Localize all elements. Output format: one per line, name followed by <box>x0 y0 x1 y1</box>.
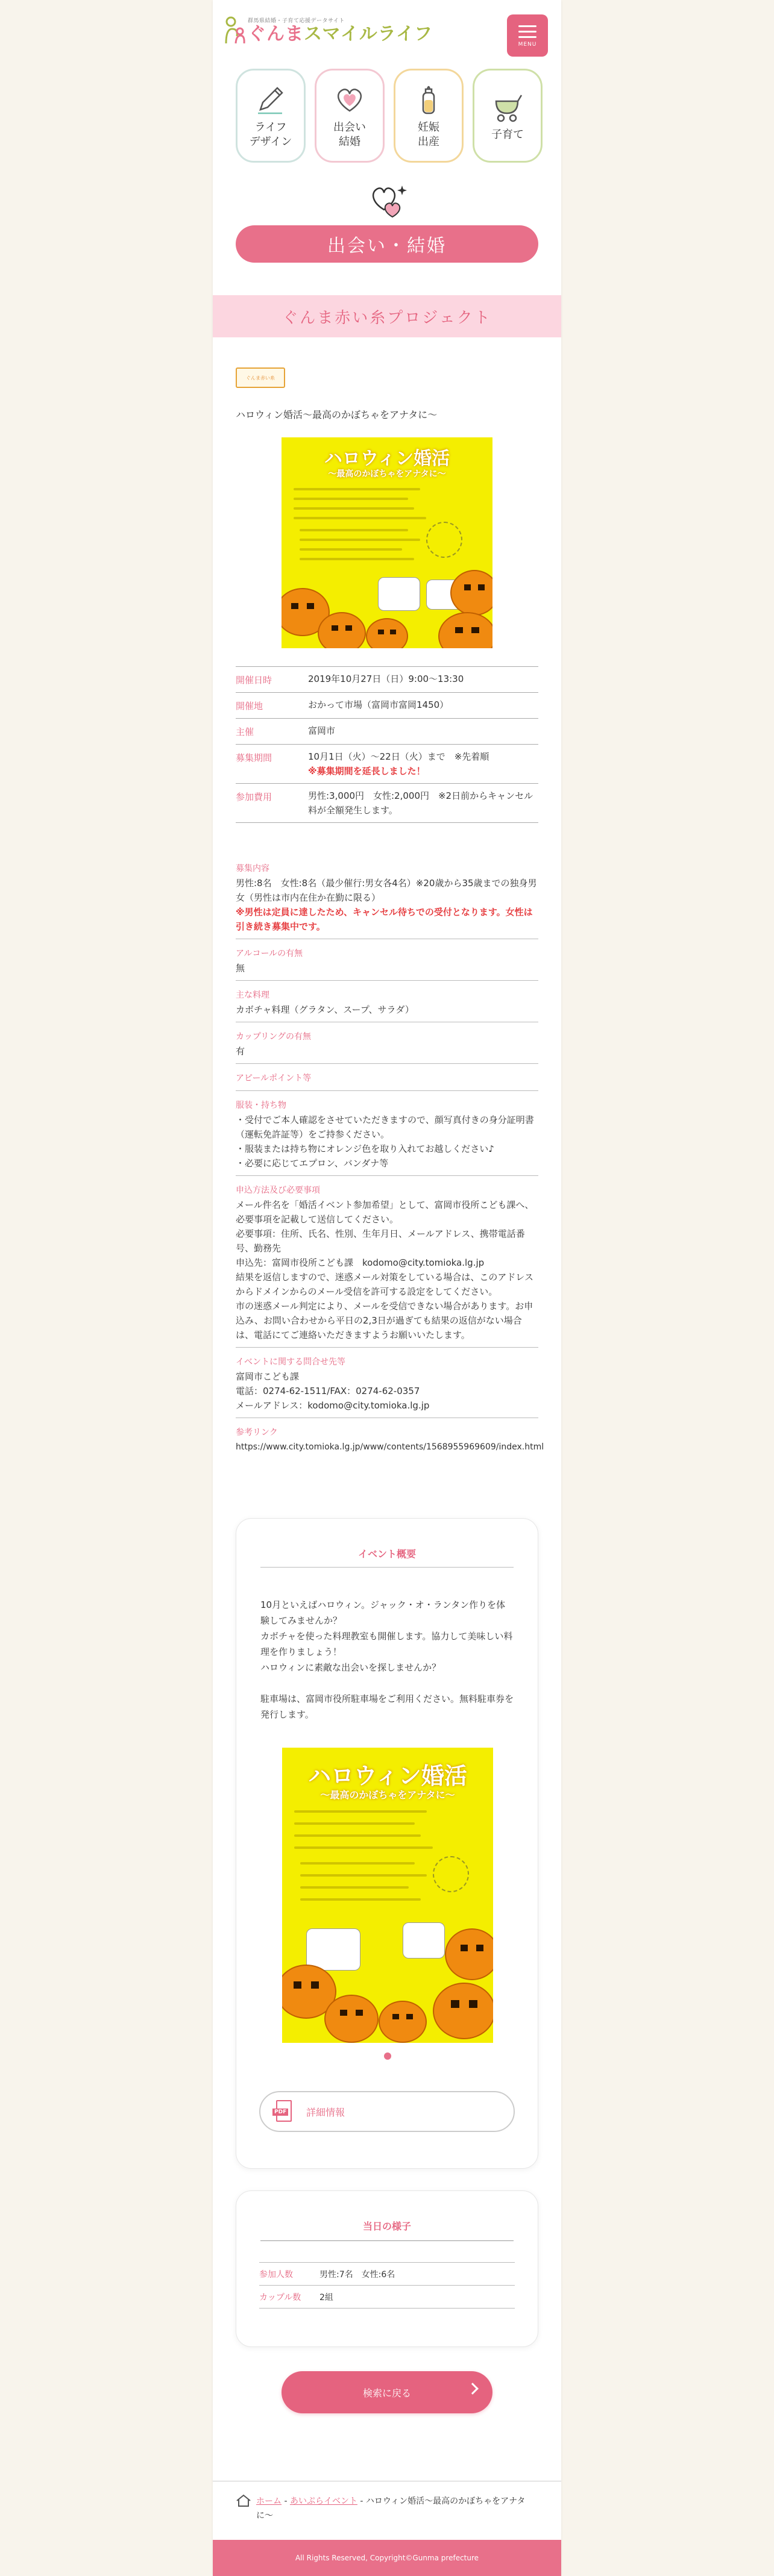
back-to-search-button[interactable]: 検索に戻る <box>282 2371 492 2413</box>
hearts-icon <box>367 182 408 220</box>
breadcrumb: ホーム - あいぷらイベント - ハロウィン婚活〜最高のかぼちゃをアナタに〜 <box>236 2494 538 2523</box>
breadcrumb-home[interactable]: ホーム <box>256 2496 282 2506</box>
breadcrumb-current: ハロウィン婚活〜最高のかぼちゃをアナタに〜 <box>256 2496 526 2521</box>
event-info-table <box>236 666 538 823</box>
stroller-icon <box>490 89 525 124</box>
detail-appeal: アピールポイント等 <box>236 1069 538 1091</box>
summary-title: 当日の様子 <box>362 2221 411 2232</box>
detail-food: 主な料理 カボチャ料理（グラタン、スープ、サラダ） <box>236 986 538 1022</box>
menu-label: MENU <box>518 42 537 48</box>
section-title: 出会い・結婚 <box>236 225 538 263</box>
red-thread-project-logo: ぐんま赤い糸 <box>236 367 285 388</box>
site-logo[interactable] <box>224 16 433 45</box>
hamburger-icon <box>518 25 536 27</box>
category-nav <box>236 69 543 163</box>
carousel-dot[interactable] <box>384 2052 391 2060</box>
family-icon <box>224 16 245 45</box>
project-band: ぐんま赤い糸プロジェクト <box>213 295 561 337</box>
reference-link[interactable]: https://www.city.tomioka.lg.jp/www/contents/1568955969609/index.html <box>236 1442 544 1452</box>
detail-coupling: カップリングの有無 有 <box>236 1027 538 1064</box>
chevron-right-icon <box>467 2383 479 2395</box>
info-row-period: 募集期間 10月1日（火）〜22日（火）まで ※先着順 ※募集期間を延長しました！ <box>236 745 538 784</box>
site-name: ぐんまスマイルライフ <box>248 23 433 45</box>
header <box>213 0 561 60</box>
info-row-fee: 参加費用 男性:3,000円 女性:2,000円 ※2日前からキャンセル料が全額発生します。 <box>236 784 538 823</box>
detail-contact: イベントに関する問合せ先等 富岡市こども課 電話：0274-62-1511/FAX：0274-62-0357 メールアドレス：kodomo@city.tomioka.lg.jp <box>236 1352 538 1418</box>
pdf-details-button[interactable]: PDF 詳細情報 <box>259 2091 515 2132</box>
pencil-icon <box>253 82 288 117</box>
info-row-venue: 開催地 おかって市場（富岡市富岡1450） <box>236 693 538 719</box>
detail-dress: 服装・持ち物 ・受付でご本人確認をさせていただきますので、顔写真付きの身分証明書（運転免許証等）をご持参ください。 ・服装または持ち物にオレンジ色を取り入れてお越しください♪ ・必要に応じてエプロン、バンダナ等 <box>236 1096 538 1176</box>
period-extended-note: ※募集期間を延長しました！ <box>308 766 426 777</box>
event-title: ハロウィン婚活〜最高のかぼちゃをアナタに〜 <box>236 409 438 420</box>
detail-apply: 申込方法及び必要事項 メール件名を「婚活イベント参加希望」として、富岡市役所こども課へ、必要事項を記載して送信してください。 必要事項：住所、氏名、性別、生年月日、メールアドレス、携帯電話番号、勤務先 申込先：富岡市役所こども課 kodomo@city.tomioka.lg.jp 結果を返信しますので、迷惑メール対策をしている場合は、このアドレスからドメインからのメール受信を許可する設定をしてください。 市の迷惑メール判定により、メールを受信できない場合があります。お申込み、お問い合わせから平日の2,3日が過ぎても結果の返信がない場合は、電話にてご連絡いただきますようお願いいたします。 <box>236 1181 538 1348</box>
info-row-organizer: 主催 富岡市 <box>236 719 538 745</box>
footer-copyright: All Rights Reserved, Copyright©Gunma prefecture <box>213 2540 561 2576</box>
category-pregnancy-birth[interactable]: 妊娠 出産 <box>394 69 464 163</box>
baby-bottle-icon <box>411 82 446 117</box>
overview-text: 10月といえばハロウィン。ジャック・オ・ランタン作りを体験してみませんか？ カボチャを使った料理教室も開催します。協力して美味しい料理を作りましょう！ ハロウィンに素敵な出会いを探しませんか？ 駐車場は、富岡市役所駐車場をご利用ください。無料駐車券を発行します。 <box>260 1599 514 1720</box>
category-meet-marry[interactable]: 出会い 結婚 <box>315 69 385 163</box>
home-icon <box>236 2494 251 2507</box>
event-poster: ハロウィン婚活 〜最高のかぼちゃをアナタに〜 <box>282 437 492 648</box>
overview-card <box>236 1518 538 2169</box>
day-summary-card <box>236 2190 538 2347</box>
category-child-rearing[interactable]: 子育て <box>473 69 543 163</box>
breadcrumb-events[interactable]: あいぷらイベント <box>289 2496 357 2506</box>
detail-reference: 参考リンク https://www.city.tomioka.lg.jp/www/contents/1568955969609/index.html <box>236 1423 538 1454</box>
heart-icon <box>332 82 367 117</box>
page <box>213 0 561 2576</box>
site-tagline: 群馬県結婚・子育て応援データサイト <box>248 17 345 24</box>
menu-button[interactable] <box>507 14 548 57</box>
overview-title: イベント概要 <box>357 1548 416 1560</box>
info-row-date: 開催日時 2019年10月27日（日）9:00〜13:30 <box>236 667 538 693</box>
summary-row-couples: カップル数 2組 <box>259 2286 515 2309</box>
pdf-icon: PDF <box>276 2100 294 2123</box>
detail-alcohol: アルコールの有無 無 <box>236 944 538 981</box>
category-life-design[interactable]: ライフ デザイン <box>236 69 306 163</box>
summary-table <box>259 2262 515 2309</box>
summary-row-participants: 参加人数 男性:7名 女性:6名 <box>259 2263 515 2286</box>
detail-recruit: 募集内容 男性:8名 女性:8名（最少催行:男女各4名）※20歳から35歳までの独身男女（男性は市内在住か在勤に限る） ※男性は定員に達したため、キャンセル待ちでの受付となります。女性は引き続き募集中です。 <box>236 859 538 939</box>
event-details <box>236 859 544 1454</box>
event-poster-carousel[interactable]: ハロウィン婚活 〜最高のかぼちゃをアナタに〜 <box>282 1748 493 2043</box>
